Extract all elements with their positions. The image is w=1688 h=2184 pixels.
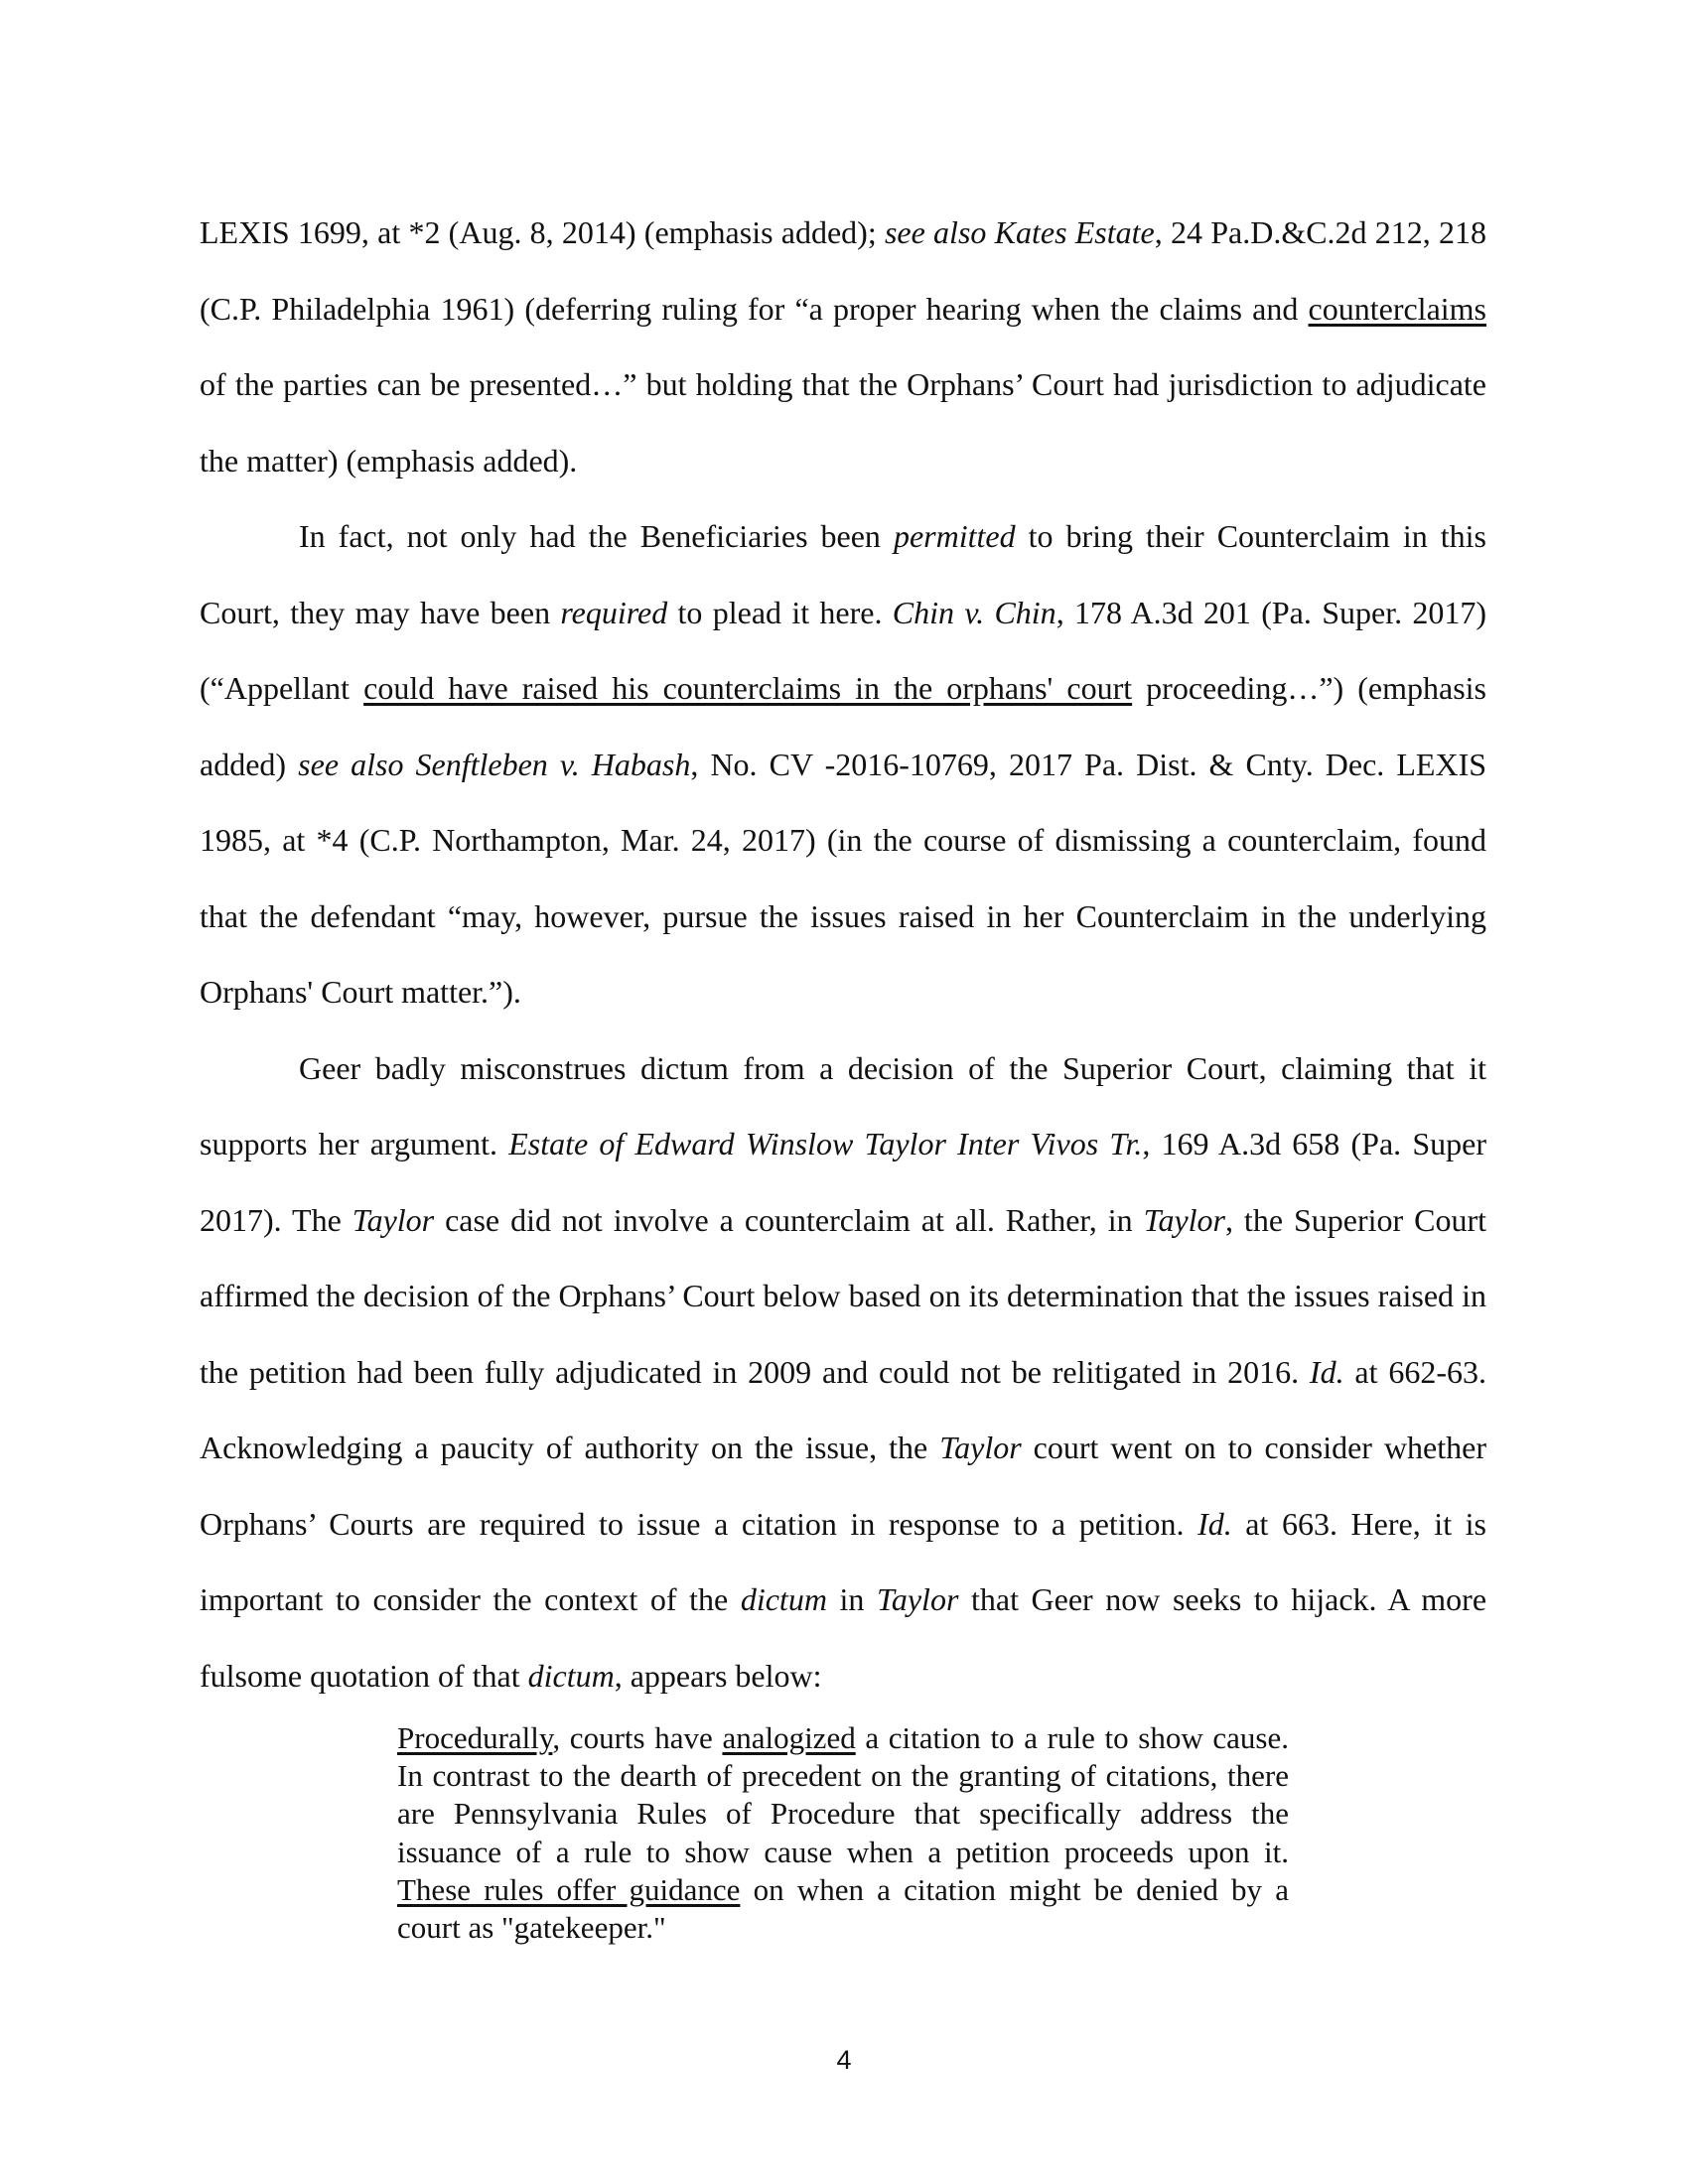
text-run: , the Superior Court affirmed the decision of the Orphans’ Court below based on its determination that the issues raised in the petition had been fully adjudicated in 2009 and could not be relitigated in 2016. [200, 1201, 1487, 1390]
text-run: at 662-63. Acknowledging a paucity of authority on the issue, the [200, 1353, 1487, 1465]
case-citation: see also Kates Estate [884, 214, 1155, 250]
id-citation: Id. [1309, 1353, 1344, 1390]
text-run: LEXIS 1699, at *2 (Aug. 8, 2014) (emphasis added); [200, 214, 885, 250]
page-number: 4 [836, 2045, 852, 2075]
underlined-emphasis: could have raised his counterclaims in the orphans' court [363, 670, 1133, 706]
text-run: case did not involve a counterclaim at all. Rather, in [434, 1201, 1144, 1238]
text-run: , appears below: [614, 1657, 822, 1694]
paragraph-counterclaim-permitted [200, 498, 1486, 1030]
text-run: , No. CV -2016-10769, 2017 Pa. Dist. & Cnty. Dec. LEXIS 1985, at *4 (C.P. Northampton, Mar. 24, 2017) (in the course of dismissing a counterclaim, found that the defendant “may, however, pursue the issues raised in her Counterclaim in the underlying Orphans' Court matter.”). [200, 746, 1487, 1010]
underlined-emphasis: counterclaims [1308, 290, 1486, 327]
text-run: to plead it here. [667, 594, 893, 630]
text-run: that Geer now seeks to hijack. A more fulsome quotation of that [200, 1581, 1487, 1694]
case-citation: Estate of Edward Winslow Taylor Inter Vivos Tr. [508, 1126, 1143, 1161]
text-run: In fact, not only had the Beneficiaries been [299, 518, 894, 554]
italic-emphasis: dictum [527, 1657, 615, 1694]
underlined-emphasis: Procedurally [397, 1720, 553, 1755]
text-run: a citation to a rule to show cause. In contrast to the dearth of precedent on the granting of citations, there are Pennsylvania Rules of Procedure that specifically address the issuance of a rule to show cause when a petition proceeds upon it. [397, 1720, 1290, 1869]
case-citation: Taylor [352, 1201, 435, 1238]
case-citation: Taylor [1143, 1201, 1225, 1238]
text-run: in [826, 1581, 877, 1617]
case-citation: Taylor [939, 1430, 1022, 1465]
case-citation: see also Senftleben v. Habash [298, 746, 691, 782]
text-run: to bring their Counterclaim in this Court, they may have been [200, 518, 1487, 630]
text-run: , 24 Pa.D.&C.2d 212, 218 (C.P. Philadelphia 1961) (deferring ruling for “a proper hearing when the claims and [200, 214, 1487, 327]
text-run: Geer badly misconstrues dictum from a decision of the Superior Court, claiming that it supports her argument. [200, 1049, 1486, 1161]
paragraph-continuation [200, 195, 1486, 498]
text-run: , 169 A.3d 658 (Pa. Super 2017). The [200, 1126, 1487, 1238]
italic-emphasis: dictum [740, 1581, 827, 1617]
text-run: proceeding…”) (emphasis added) [200, 670, 1487, 782]
text-run: on when a citation might be denied by a court as "gatekeeper." [397, 1871, 1289, 1946]
underlined-emphasis: analogized [722, 1720, 856, 1755]
text-run: court went on to consider whether Orphans’ Courts are required to issue a citation in response to a petition. [200, 1430, 1487, 1542]
block-quote [397, 1719, 1289, 1947]
text-run: of the parties can be presented…” but holding that the Orphans’ Court had jurisdiction to adjudicate the matter) (emphasis added). [200, 366, 1486, 478]
text-run: , 178 A.3d 201 (Pa. Super. 2017) (“Appellant [200, 594, 1487, 706]
id-citation: Id. [1197, 1505, 1232, 1542]
text-run: , courts have [552, 1720, 723, 1755]
case-citation: Taylor [876, 1581, 959, 1617]
text-run: at 663. Here, it is important to consider the context of the [200, 1505, 1487, 1617]
italic-emphasis: permitted [893, 518, 1016, 554]
paragraph-taylor-dictum [200, 1030, 1486, 1714]
italic-emphasis: required [560, 594, 668, 630]
case-citation: Chin v. Chin [892, 594, 1056, 630]
underlined-emphasis: These rules offer guidance [397, 1871, 741, 1907]
body-text [200, 195, 1486, 1713]
